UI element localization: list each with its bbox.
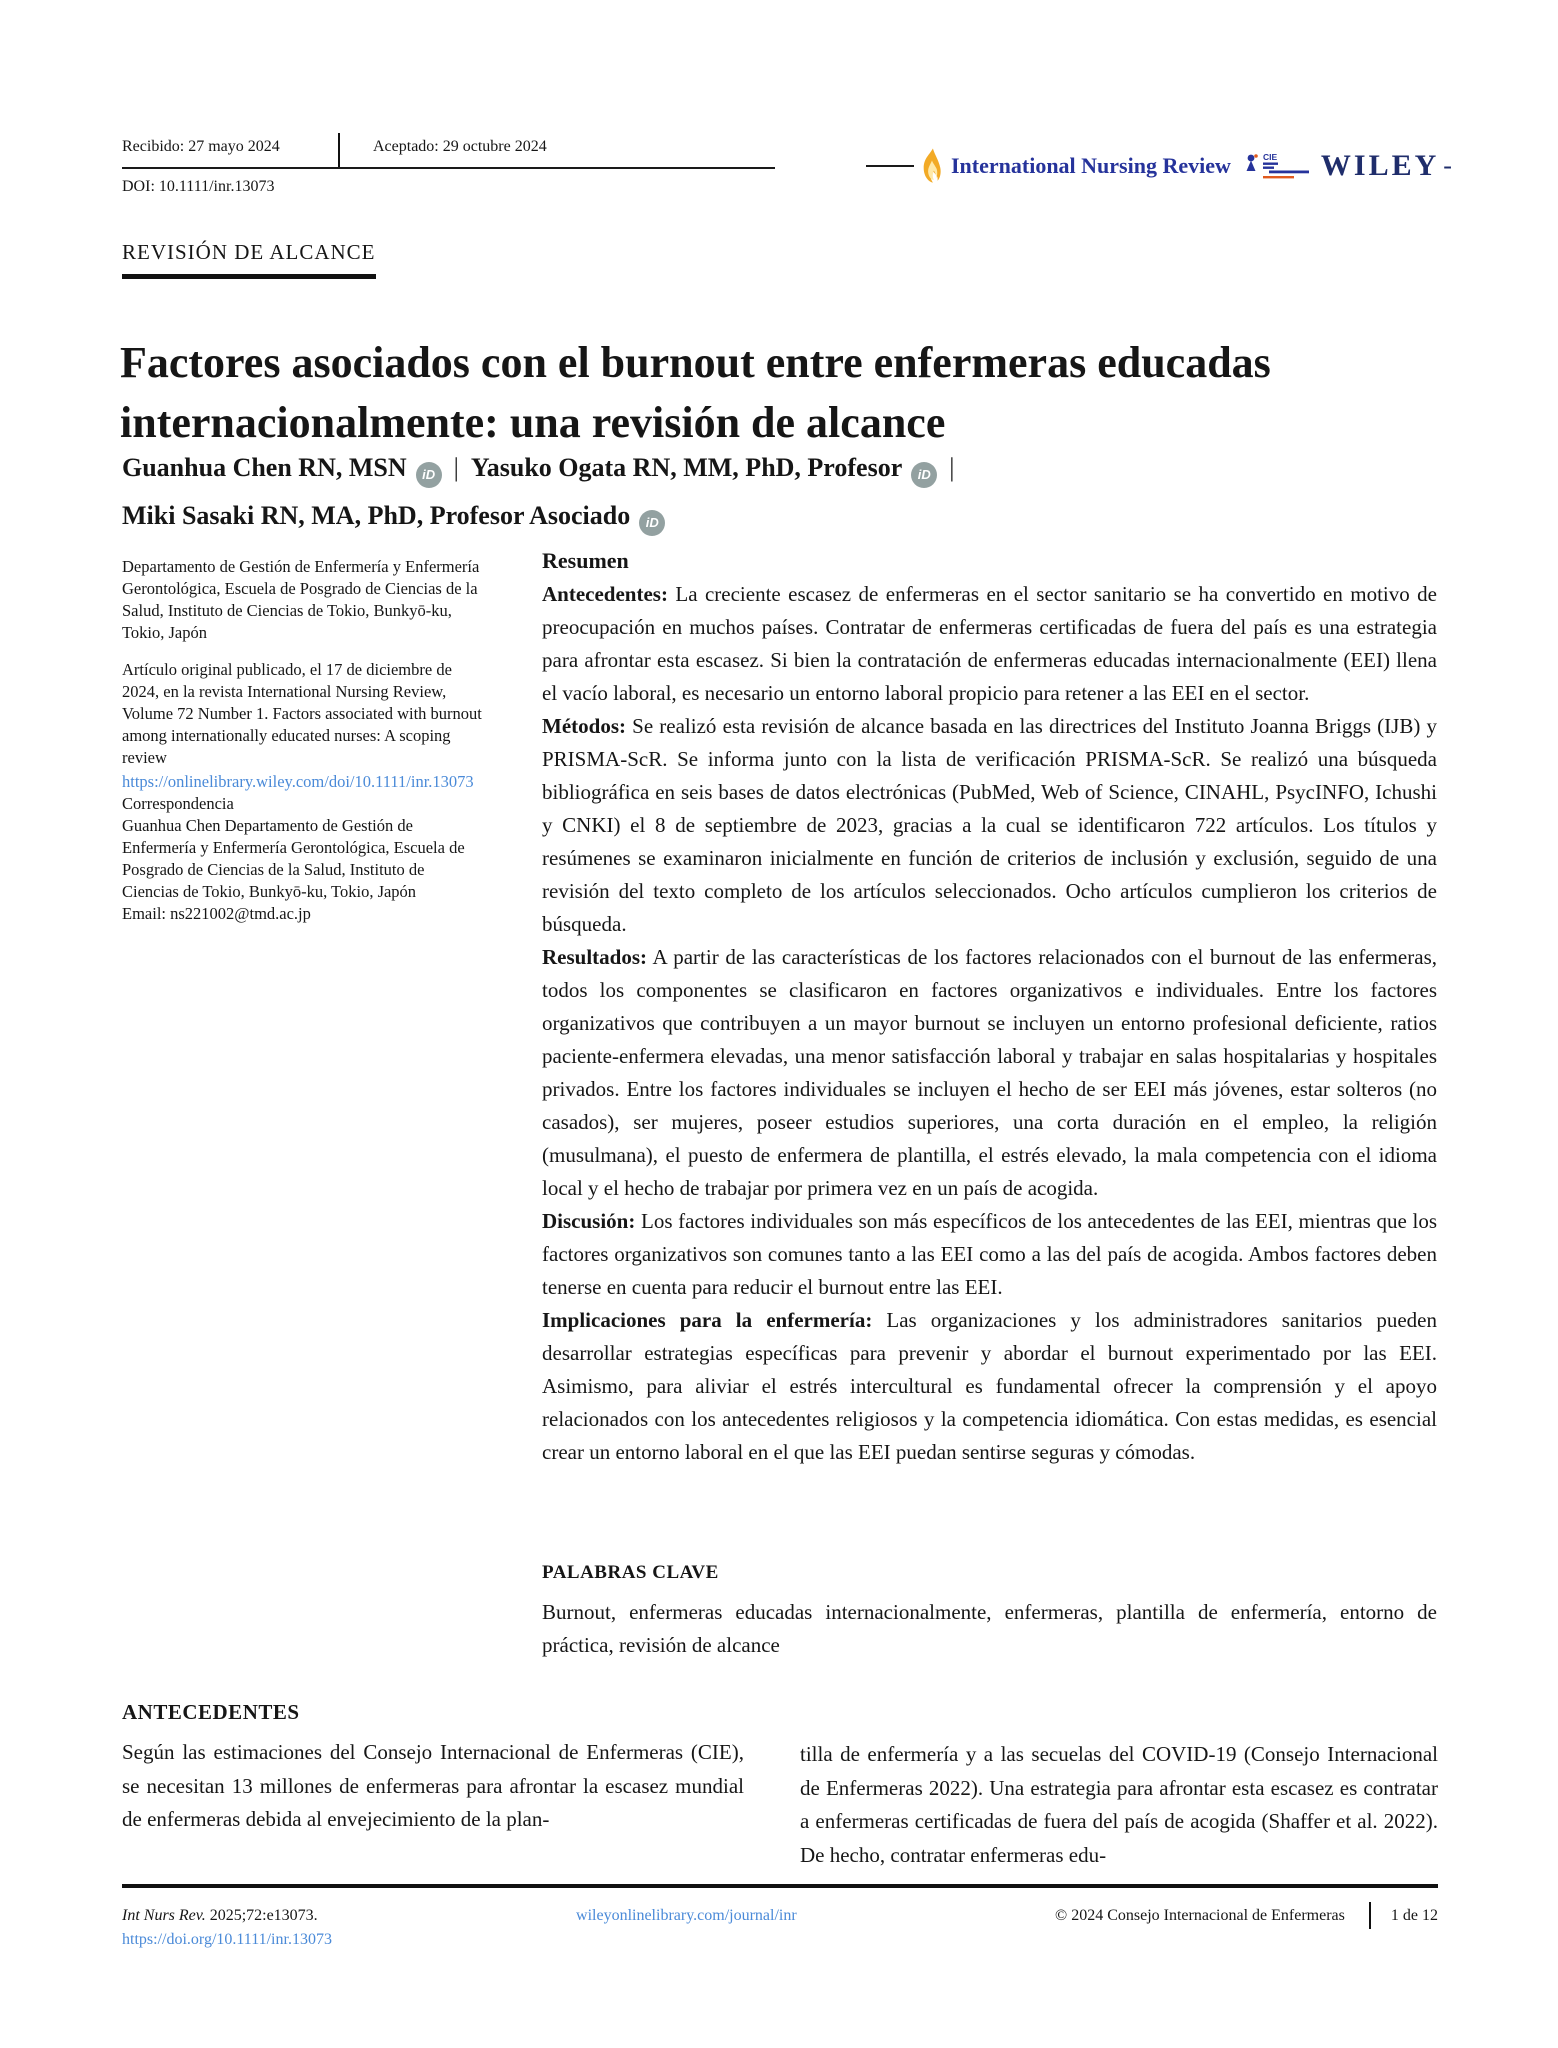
abstract-label: Discusión: bbox=[542, 1209, 636, 1233]
author-name: Miki Sasaki RN, MA, PhD, Profesor Asociado bbox=[122, 501, 631, 530]
footer-citation bbox=[122, 1907, 318, 1925]
abstract-text: La creciente escasez de enfermeras en el sector sanitario se ha convertido en motivo de preocupación en muchos países. Contratar de enfermeras certificadas de fuera del país es una estrategia para afrontar esta escasez. Si bien la contratación de enfermeras educadas internacionalmente (EEI) llena el vacío laboral, es necesario un entorno laboral propicio para retener a las EEI en el sector. bbox=[542, 582, 1437, 705]
abstract-text: Se realizó esta revisión de alcance basada en las directrices del Instituto Joanna Briggs (IJB) y PRISMA-ScR. Se informa junto con la lista de verificación PRISMA-ScR. Se realizó una búsqueda bibliográfica en seis bases de datos electrónicas (PubMed, Web of Science, CINAHL, PsycINFO, Ichushi y CNKI) el 8 de septiembre de 2023, gracias a la cual se identificaron 722 artículos. Los títulos y resúmenes se examinaron inicialmente en función de criterios de inclusión y exclusión, seguido de una revisión del texto completo de los artículos seleccionados. Ocho artículos cumplieron los criterios de búsqueda. bbox=[542, 714, 1437, 936]
author-list bbox=[122, 444, 1282, 540]
correspondence-email: Email: ns221002@tmd.ac.jp bbox=[122, 904, 311, 923]
abstract-label: Métodos: bbox=[542, 714, 626, 738]
accepted-date: Aceptado: 29 octubre 2024 bbox=[373, 138, 547, 155]
abstract-label: Implicaciones para la enfermería: bbox=[542, 1308, 873, 1332]
orcid-icon[interactable]: iD bbox=[639, 510, 665, 536]
abstract-text: Las organizaciones y los administradores sanitarios pueden desarrollar estrategias específicas para prevenir y abordar el burnout experimentado por las EEI. Asimismo, para aliviar el estrés intercultural es fundamental ofrecer la comprensión y el apoyo relacionados con los antecedentes religiosos y la competencia idiomática. Con estas medidas, es esencial crear un entorno laboral en el que las EEI puedan sentirse seguras y cómodas. bbox=[542, 1308, 1437, 1464]
keywords-heading: PALABRAS CLAVE bbox=[542, 1562, 719, 1583]
abstract-text: A partir de las características de los factores relacionados con el burnout de las enfermeras, todos los componentes se clasificaron en factores organizativos e individuales. Entre los factores organizativos que contribuyen a un mayor burnout se incluyen un entorno profesional deficiente, ratios paciente-enfermera elevadas, una menor satisfacción laboral y trabajar en salas hospitalarias y hospitales privados. Entre los factores individuales se incluyen el hecho de ser EEI más jóvenes, estar solteros (no casados), ser mujeres, poseer estudios superiores, una corta duración en el empleo, la religión (musulmana), el puesto de enfermera de plantilla, el estrés elevado, la mala competencia con el idioma local y el hecho de trabajar por primera vez en un país de acogida. bbox=[542, 945, 1437, 1200]
orcid-icon[interactable]: iD bbox=[416, 462, 442, 488]
abstract-heading: Resumen bbox=[542, 548, 629, 573]
abstract-methods bbox=[542, 710, 1437, 941]
author-row-1 bbox=[122, 444, 1282, 492]
footer bbox=[122, 1902, 1438, 1929]
wiley-dash: - bbox=[1443, 151, 1452, 180]
abstract-label: Antecedentes: bbox=[542, 582, 668, 606]
author-row-2 bbox=[122, 492, 1282, 540]
meta-divider bbox=[338, 133, 340, 169]
journal-title: International Nursing Review bbox=[951, 153, 1231, 178]
article-title: Factores asociados con el burnout entre enfermeras educadas internacionalmente: una revisión de alcance bbox=[120, 338, 1271, 448]
footer-doi-link[interactable]: https://doi.org/10.1111/inr.13073 bbox=[122, 1931, 332, 1948]
footer-journal-abbrev: Int Nurs Rev. bbox=[122, 1906, 206, 1924]
body-column-left: Según las estimaciones del Consejo Internacional de Enfermeras (CIE), se necesitan 13 millones de enfermeras para afrontar la escasez mundial de enfermeras debida al envejecimiento de la plan- bbox=[122, 1740, 744, 1831]
author-separator: | bbox=[453, 453, 459, 482]
section-heading-antecedentes: ANTECEDENTES bbox=[122, 1700, 300, 1724]
keywords-block bbox=[542, 1562, 1437, 1662]
abstract bbox=[542, 548, 1437, 1469]
svg-text:CIE: CIE bbox=[1262, 152, 1278, 162]
author-name: Yasuko Ogata RN, MM, PhD, Profesor bbox=[470, 453, 903, 482]
footer-divider bbox=[1369, 1902, 1371, 1929]
footer-copyright: © 2024 Consejo Internacional de Enfermeras bbox=[1055, 1906, 1345, 1924]
header-rule bbox=[122, 167, 775, 169]
doi-text: DOI: 10.1111/inr.13073 bbox=[122, 178, 275, 195]
abstract-label: Resultados: bbox=[542, 945, 648, 969]
correspondence-heading: Correspondencia bbox=[122, 794, 234, 813]
body-column-right: tilla de enfermería y a las secuelas del COVID-19 (Consejo Internacional de Enfermeras 2022). Una estrategia para afrontar esta escasez es contratar a enfermeras certificadas de fuera del país de acogida (Shaffer et al. 2022). De hecho, contratar enfermeras edu- bbox=[800, 1742, 1438, 1867]
affiliation-text: Departamento de Gestión de Enfermería y Enfermería Gerontológica, Escuela de Posgrado de Ciencias de la Salud, Instituto de Ciencias de Tokio, Bunkyō-ku, Tokio, Japón bbox=[122, 557, 480, 642]
original-article-note: Artículo original publicado, el 17 de diciembre de 2024, en la revista International Nursing Review, Volume 72 Number 1. Factors associated with burnout among internationally educated nurses: A scoping review bbox=[122, 660, 482, 767]
icn-cie-logo bbox=[1245, 149, 1311, 183]
abstract-discussion bbox=[542, 1205, 1437, 1304]
abstract-text: Los factores individuales son más específicos de los antecedentes de las EEI, mientras que los factores organizativos son comunes tanto a las EEI como a las del país de acogida. Ambos factores deben tenerse en cuenta para reducir el burnout entre las EEI. bbox=[542, 1209, 1437, 1299]
abstract-background bbox=[542, 578, 1437, 710]
footer-page-number: 1 de 12 bbox=[1390, 1906, 1438, 1924]
correspondence-body: Guanhua Chen Departamento de Gestión de Enfermería y Enfermería Gerontológica, Escuela de Posgrado de Ciencias de la Salud, Instituto de Ciencias de Tokio, Bunkyō-ku, Tokio, Japón bbox=[122, 816, 465, 901]
footer-journal-url[interactable]: wileyonlinelibrary.com/journal/inr bbox=[576, 1906, 797, 1924]
received-date: Recibido: 27 mayo 2024 bbox=[122, 138, 280, 155]
article-info-sidebar bbox=[122, 556, 482, 940]
abstract-implications bbox=[542, 1304, 1437, 1469]
wiley-logo: WILEY bbox=[1320, 149, 1440, 182]
flame-icon bbox=[920, 147, 944, 185]
orcid-icon[interactable]: iD bbox=[911, 462, 937, 488]
footer-rule bbox=[122, 1884, 1438, 1888]
keywords-text: Burnout, enfermeras educadas internacionalmente, enfermeras, plantilla de enfermería, entorno de práctica, revisión de alcance bbox=[542, 1600, 1437, 1657]
journal-lockup bbox=[866, 140, 1466, 192]
author-name: Guanhua Chen RN, MSN bbox=[122, 453, 407, 482]
author-separator: | bbox=[949, 453, 955, 482]
abstract-results bbox=[542, 941, 1437, 1205]
original-article-link[interactable]: https://onlinelibrary.wiley.com/doi/10.1111/inr.13073 bbox=[122, 772, 474, 791]
logo-rule bbox=[866, 165, 914, 167]
article-type-label: REVISIÓN DE ALCANCE bbox=[122, 240, 376, 279]
footer-citation-rest: 2025;72:e13073. bbox=[205, 1906, 318, 1924]
